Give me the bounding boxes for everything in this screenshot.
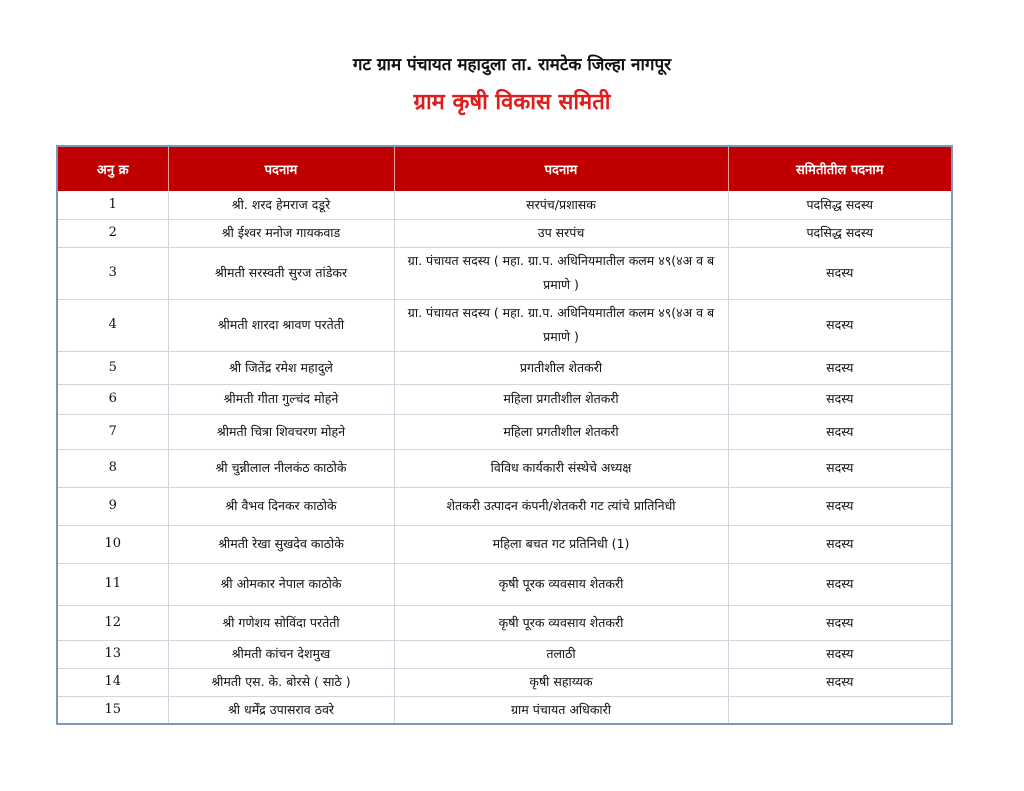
serial-cell: 5 [57, 351, 168, 384]
serial-cell: 4 [57, 299, 168, 351]
role-cell: सदस्य [728, 247, 952, 299]
post-cell: विविध कार्यकारी संस्थेचे अध्यक्ष [394, 449, 728, 487]
table-row [57, 563, 952, 605]
table-row [57, 487, 952, 525]
role-cell: सदस्य [728, 351, 952, 384]
table-row [57, 299, 952, 351]
table-header-row [57, 146, 952, 191]
serial-cell: 7 [57, 414, 168, 449]
post-cell: शेतकरी उत्पादन कंपनी/शेतकरी गट त्यांचे प्रातिनिधी [394, 487, 728, 525]
post-cell: महिला बचत गट प्रतिनिधी (1) [394, 525, 728, 563]
name-cell: श्रीमती रेखा सुखदेव काठोके [168, 525, 394, 563]
role-cell: सदस्य [728, 525, 952, 563]
table-row [57, 449, 952, 487]
name-cell: श्रीमती सरस्वती सुरज तांडेकर [168, 247, 394, 299]
serial-cell: 10 [57, 525, 168, 563]
name-cell: श्री. शरद हेमराज दडूरे [168, 191, 394, 219]
page-title: गट ग्राम पंचायत महादुला ता. रामटेक जिल्हा नागपूर [352, 55, 672, 75]
post-cell: ग्राम पंचायत अधिकारी [394, 696, 728, 724]
column-header-name: पदनाम [168, 146, 394, 191]
role-cell: सदस्य [728, 605, 952, 640]
table-row [57, 384, 952, 414]
serial-cell: 6 [57, 384, 168, 414]
role-cell: पदसिद्ध सदस्य [728, 219, 952, 247]
serial-cell: 3 [57, 247, 168, 299]
post-cell: कृषी पूरक व्यवसाय शेतकरी [394, 563, 728, 605]
serial-cell: 12 [57, 605, 168, 640]
post-cell: प्रगतीशील शेतकरी [394, 351, 728, 384]
name-cell: श्री वैभव दिनकर काठोके [168, 487, 394, 525]
post-cell: ग्रा. पंचायत सदस्य ( महा. ग्रा.प. अधिनियमातील कलम ४९(४अ व ब प्रमाणे ) [394, 247, 728, 299]
post-cell: सरपंच/प्रशासक [394, 191, 728, 219]
name-cell: श्री चुन्नीलाल नीलकंठ काठोके [168, 449, 394, 487]
role-cell [728, 696, 952, 724]
role-cell: सदस्य [728, 668, 952, 696]
table-row [57, 351, 952, 384]
name-cell: श्रीमती एस. के. बोरसे ( साठे ) [168, 668, 394, 696]
post-cell: तलाठी [394, 640, 728, 668]
committee-title: ग्राम कृषी विकास समिती [413, 90, 611, 115]
name-cell: श्री ओमकार नेपाल काठोके [168, 563, 394, 605]
name-cell: श्री ईश्वर मनोज गायकवाड [168, 219, 394, 247]
table-row [57, 219, 952, 247]
table-row [57, 525, 952, 563]
column-header-post: पदनाम [394, 146, 728, 191]
post-cell: महिला प्रगतीशील शेतकरी [394, 384, 728, 414]
serial-cell: 2 [57, 219, 168, 247]
name-cell: श्री गणेशय सोविंदा परतेती [168, 605, 394, 640]
serial-cell: 15 [57, 696, 168, 724]
committee-table [56, 145, 953, 725]
role-cell: सदस्य [728, 384, 952, 414]
table-row [57, 605, 952, 640]
serial-cell: 9 [57, 487, 168, 525]
serial-cell: 11 [57, 563, 168, 605]
post-cell: कृषी पूरक व्यवसाय शेतकरी [394, 605, 728, 640]
serial-cell: 8 [57, 449, 168, 487]
role-cell: सदस्य [728, 563, 952, 605]
post-cell: महिला प्रगतीशील शेतकरी [394, 414, 728, 449]
table-row [57, 414, 952, 449]
name-cell: श्रीमती शारदा श्रावण परतेती [168, 299, 394, 351]
table-row [57, 247, 952, 299]
column-header-serial: अनु क्र [96, 163, 129, 178]
table-row [57, 640, 952, 668]
name-cell: श्रीमती चित्रा शिवचरण मोहने [168, 414, 394, 449]
serial-cell: 13 [57, 640, 168, 668]
role-cell: सदस्य [728, 640, 952, 668]
name-cell: श्री जितेंद्र रमेश महादुले [168, 351, 394, 384]
serial-cell: 14 [57, 668, 168, 696]
role-cell: सदस्य [728, 449, 952, 487]
role-cell: सदस्य [728, 414, 952, 449]
name-cell: श्रीमती गीता गुल्चंद मोहने [168, 384, 394, 414]
role-cell: पदसिद्ध सदस्य [728, 191, 952, 219]
post-cell: ग्रा. पंचायत सदस्य ( महा. ग्रा.प. अधिनियमातील कलम ४९(४अ व ब प्रमाणे ) [394, 299, 728, 351]
role-cell: सदस्य [728, 299, 952, 351]
post-cell: उप सरपंच [394, 219, 728, 247]
role-cell: सदस्य [728, 487, 952, 525]
name-cell: श्री धर्मेंद्र उपासराव ठवरे [168, 696, 394, 724]
table-row [57, 191, 952, 219]
table-row [57, 696, 952, 724]
post-cell: कृषी सहाय्यक [394, 668, 728, 696]
table-row [57, 668, 952, 696]
serial-cell: 1 [108, 196, 117, 212]
name-cell: श्रीमती कांचन देशमुख [168, 640, 394, 668]
column-header-committee-role: समितीतील पदनाम [728, 146, 952, 191]
